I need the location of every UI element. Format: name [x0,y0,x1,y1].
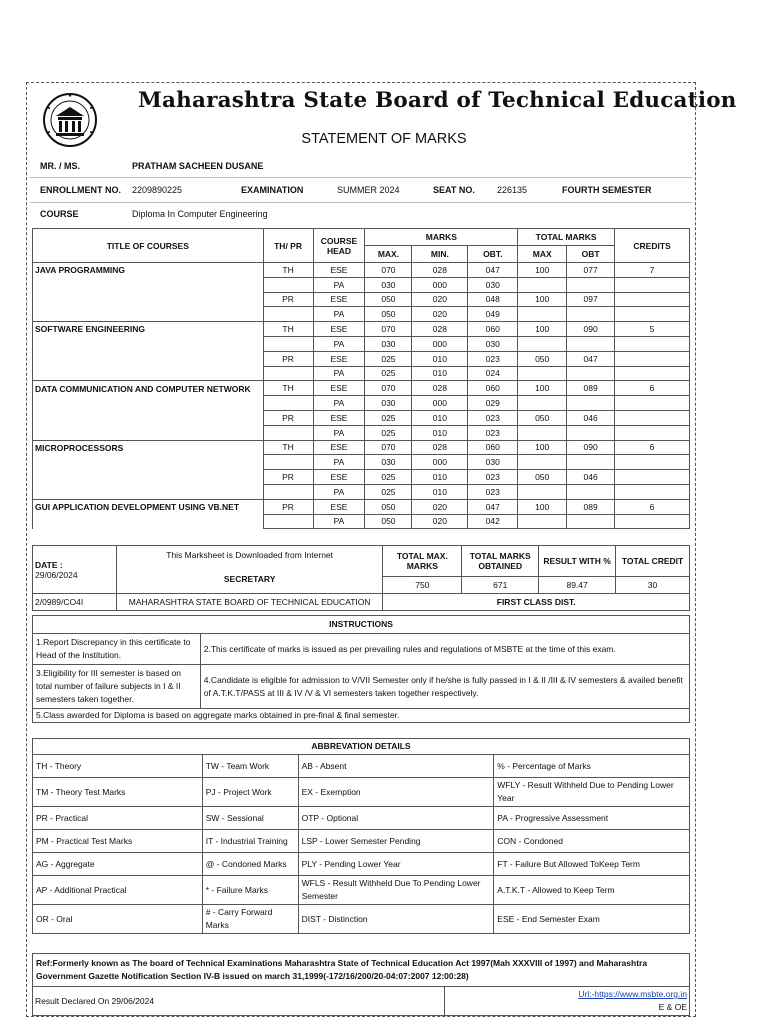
cell-thpr: TH [263,263,313,278]
cell-head: PA [313,514,365,529]
instruction-1: 1.Report Discrepancy in this certificate to Head of the Institution. [33,634,201,665]
cell-course [33,514,264,529]
abbreviation-cell: AG - Aggregate [33,853,203,876]
abbreviation-row [33,853,690,876]
cell-thpr: PR [263,292,313,307]
secretary-label: SECRETARY [223,574,276,584]
cell-min: 020 [412,514,468,529]
instructions-table [32,615,690,723]
cell-tmax [518,277,567,292]
header-course-head: COURSE HEAD [313,229,365,263]
abbreviation-cell: # - Carry Forward Marks [202,905,298,934]
cell-max: 025 [365,366,412,381]
student-name: PRATHAM SACHEEN DUSANE [132,161,264,171]
cell-obt: 048 [468,292,518,307]
footer-table [32,953,690,1016]
abbreviation-cell: CON - Condoned [494,830,690,853]
cell-credits: 7 [615,263,690,278]
cell-tobt [567,425,615,440]
cell-obt: 060 [468,322,518,337]
total-max-label: TOTAL MAX. MARKS [383,546,462,577]
cell-tmax: 100 [518,322,567,337]
cell-obt: 024 [468,366,518,381]
abbreviation-cell: WFLS - Result Withheld Due To Pending Lower Semester [298,876,494,905]
cell-max: 070 [365,381,412,396]
board-title: Maharashtra State Board of Technical Education [138,88,737,113]
cell-obt: 049 [468,307,518,322]
cell-thpr [263,455,313,470]
cell-tobt [567,484,615,499]
abbreviation-cell: % - Percentage of Marks [494,755,690,778]
cell-course [33,336,264,351]
cell-credits [615,351,690,366]
cell-min: 020 [412,499,468,514]
cell-min: 010 [412,410,468,425]
cell-credits [615,307,690,322]
header-min: MIN. [412,246,468,263]
cell-obt: 023 [468,410,518,425]
summary-table [32,545,690,611]
abbreviation-cell: FT - Failure But Allowed ToKeep Term [494,853,690,876]
abbreviation-cell: TM - Theory Test Marks [33,778,203,807]
document-title: STATEMENT OF MARKS [301,131,467,147]
table-row [33,440,690,455]
cell-thpr [263,396,313,411]
cell-credits: 6 [615,499,690,514]
examination-value: SUMMER 2024 [337,185,400,195]
cell-min: 010 [412,366,468,381]
total-obt-label: TOTAL MARKS OBTAINED [462,546,539,577]
cell-tmax: 050 [518,410,567,425]
abbreviation-cell: TW - Team Work [202,755,298,778]
abbreviation-cell: PR - Practical [33,807,203,830]
cell-course [33,425,264,440]
cell-tobt [567,336,615,351]
cell-max: 050 [365,499,412,514]
date-value: 29/06/2024 [35,569,78,580]
cell-obt: 047 [468,499,518,514]
instruction-4: 4.Candidate is eligible for admission to V/VII Semester only if he/she is fully passed in I & II /III & IV semesters & availed benefit of A.T.K.T/PASS at III & IV /V & VI semesters taken together respectively. [200,665,689,709]
abbreviation-row [33,755,690,778]
cell-max: 025 [365,351,412,366]
cell-course [33,410,264,425]
course-name: Diploma In Computer Engineering [132,209,268,219]
cell-tmax: 100 [518,263,567,278]
cell-tmax [518,484,567,499]
course-label: COURSE [40,209,79,219]
cell-thpr [263,514,313,529]
cell-max: 030 [365,455,412,470]
cell-max: 025 [365,484,412,499]
cell-max: 070 [365,263,412,278]
cell-tobt [567,396,615,411]
cell-thpr: TH [263,381,313,396]
abbreviation-row [33,876,690,905]
cell-obt: 029 [468,396,518,411]
date-label: DATE : [35,559,63,570]
cell-credits [615,410,690,425]
cell-course [33,455,264,470]
result-label: RESULT WITH % [539,546,616,577]
cell-credits [615,277,690,292]
cell-min: 020 [412,292,468,307]
cell-head: ESE [313,351,365,366]
cell-credits [615,484,690,499]
cell-credits [615,425,690,440]
header-obt: OBT. [468,246,518,263]
cell-thpr [263,277,313,292]
cell-tobt [567,514,615,529]
cell-head: PA [313,336,365,351]
cell-tmax: 050 [518,470,567,485]
instruction-5: 5.Class awarded for Diploma is based on aggregate marks obtained in pre-final & final semester. [33,709,690,723]
cell-tobt: 097 [567,292,615,307]
abbreviation-cell: OTP - Optional [298,807,494,830]
cell-credits [615,292,690,307]
abbreviation-cell: EX - Exemption [298,778,494,807]
cell-min: 010 [412,351,468,366]
abbreviation-cell: DIST - Distinction [298,905,494,934]
cell-obt: 030 [468,336,518,351]
cell-thpr [263,425,313,440]
cell-max: 070 [365,322,412,337]
abbreviation-cell: AP - Additional Practical [33,876,203,905]
cell-obt: 030 [468,277,518,292]
cell-tobt [567,366,615,381]
cell-course: DATA COMMUNICATION AND COMPUTER NETWORK [33,381,264,396]
cell-thpr [263,307,313,322]
msbte-link[interactable]: Url:-https://www.msbte.org.in [578,989,687,999]
abbreviation-cell: AB - Absent [298,755,494,778]
abbreviation-row [33,778,690,807]
percent-value: 89.47 [539,577,616,594]
cell-tmax [518,514,567,529]
cell-head: ESE [313,292,365,307]
abbreviation-cell: LSP - Lower Semester Pending [298,830,494,853]
cell-course [33,396,264,411]
abbreviation-cell: IT - Industrial Training [202,830,298,853]
cell-max: 025 [365,410,412,425]
cell-max: 025 [365,470,412,485]
cell-course: JAVA PROGRAMMING [33,263,264,278]
seat-label: SEAT NO. [433,185,475,195]
table-row [33,263,690,278]
abbreviation-cell: OR - Oral [33,905,203,934]
cell-max: 030 [365,277,412,292]
cell-course: MICROPROCESSORS [33,440,264,455]
cell-course [33,307,264,322]
table-row [33,470,690,485]
cell-tmax: 100 [518,499,567,514]
cell-min: 000 [412,336,468,351]
abbreviation-cell: SW - Sessional [202,807,298,830]
cell-tobt: 046 [567,470,615,485]
cell-tobt: 047 [567,351,615,366]
table-row [33,292,690,307]
cell-tmax [518,307,567,322]
cell-head: ESE [313,381,365,396]
cell-head: PA [313,307,365,322]
cell-tmax [518,396,567,411]
cell-head: PA [313,366,365,381]
cell-thpr: PR [263,351,313,366]
cell-max: 070 [365,440,412,455]
cell-tobt: 090 [567,440,615,455]
cell-obt: 023 [468,425,518,440]
cell-tobt [567,277,615,292]
enrollment-label: ENROLLMENT NO. [40,185,121,195]
header-max: MAX. [365,246,412,263]
cell-min: 010 [412,470,468,485]
cell-min: 000 [412,396,468,411]
cell-max: 050 [365,292,412,307]
cell-tmax: 100 [518,292,567,307]
cell-head: ESE [313,263,365,278]
cell-min: 020 [412,307,468,322]
cell-head: PA [313,425,365,440]
abbreviation-row [33,807,690,830]
total-obt-value: 671 [462,577,539,594]
cell-thpr: PR [263,470,313,485]
cell-tmax [518,336,567,351]
table-row [33,514,690,529]
table-row [33,396,690,411]
abbreviation-cell: @ - Condoned Marks [202,853,298,876]
abbreviation-cell: PA - Progressive Assessment [494,807,690,830]
cell-head: ESE [313,499,365,514]
table-row [33,351,690,366]
cell-tobt: 090 [567,322,615,337]
cell-course [33,366,264,381]
cell-min: 028 [412,381,468,396]
table-row [33,484,690,499]
cell-thpr [263,336,313,351]
cell-course [33,484,264,499]
table-row [33,381,690,396]
cell-min: 010 [412,484,468,499]
cell-max: 030 [365,336,412,351]
cell-head: PA [313,277,365,292]
abbreviation-cell: A.T.K.T - Allowed to Keep Term [494,876,690,905]
header-title: TITLE OF COURSES [33,229,264,263]
abbreviation-cell: ESE - End Semester Exam [494,905,690,934]
examination-label: EXAMINATION [241,185,304,195]
instructions-heading: INSTRUCTIONS [33,616,690,634]
cell-tobt: 046 [567,410,615,425]
enrollment-number: 2209890225 [132,185,183,195]
cell-obt: 060 [468,440,518,455]
cell-obt: 060 [468,381,518,396]
abbreviation-cell: * - Failure Marks [202,876,298,905]
header-marks: MARKS [365,229,518,246]
cell-tmax [518,455,567,470]
cell-course: GUI APPLICATION DEVELOPMENT USING VB.NET [33,499,264,514]
header-total-marks: TOTAL MARKS [518,229,615,246]
cell-tobt [567,455,615,470]
cell-thpr [263,366,313,381]
cell-max: 025 [365,425,412,440]
name-label: MR. / MS. [40,161,80,171]
cell-tmax: 100 [518,381,567,396]
table-row [33,277,690,292]
board-full-name: MAHARASHTRA STATE BOARD OF TECHNICAL EDUCATION [116,594,382,611]
abbreviation-cell: PJ - Project Work [202,778,298,807]
errors-omissions: E & OE [658,1002,687,1012]
total-credit-label: TOTAL CREDIT [616,546,690,577]
cell-obt: 047 [468,263,518,278]
cell-thpr [263,484,313,499]
cell-credits [615,366,690,381]
cell-min: 028 [412,322,468,337]
cell-tobt: 089 [567,381,615,396]
cell-credits: 6 [615,440,690,455]
abbreviation-cell: PLY - Pending Lower Year [298,853,494,876]
cell-tmax [518,366,567,381]
cell-head: PA [313,484,365,499]
semester: FOURTH SEMESTER [562,185,652,195]
cell-tmax [518,425,567,440]
reference-code: 2/0989/CO4I [33,594,117,611]
cell-obt: 042 [468,514,518,529]
divider [30,202,692,203]
cell-course [33,277,264,292]
abbreviation-cell: WFLY - Result Withheld Due to Pending Lower Year [494,778,690,807]
cell-head: ESE [313,470,365,485]
cell-tobt: 089 [567,499,615,514]
total-max-value: 750 [383,577,462,594]
header-total-max: MAX [518,246,567,263]
reference-note: Ref:Formerly known as The board of Technical Examinations Maharashtra State of Technical Education Act 1997(Mah XXXVIII of 1997) and Maharashtra Government Gazette Notification Section IV-B issued on march 31,1999(-172/16/200/20-04:07:2007 12:00:28) [33,954,690,987]
instruction-3: 3.Eligibility for III semester is based on total number of failure subjects in I & II semesters taken together. [33,665,201,709]
abbreviation-heading: ABBREVATION DETAILS [33,739,690,755]
total-credit-value: 30 [616,577,690,594]
abbreviation-cell: PM - Practical Test Marks [33,830,203,853]
table-row [33,307,690,322]
cell-credits [615,514,690,529]
header-total-obt: OBT [567,246,615,263]
cell-credits: 5 [615,322,690,337]
cell-credits: 6 [615,381,690,396]
cell-obt: 023 [468,484,518,499]
result-declared: Result Declared On 29/06/2024 [33,987,445,1016]
cell-max: 050 [365,307,412,322]
cell-tmax: 050 [518,351,567,366]
cell-head: ESE [313,440,365,455]
cell-tobt [567,307,615,322]
cell-thpr: PR [263,410,313,425]
instruction-2: 2.This certificate of marks is issued as per prevailing rules and regulations of MSBTE at the time of this exam. [200,634,689,665]
header-thpr: TH/ PR [263,229,313,263]
cell-head: ESE [313,410,365,425]
cell-thpr: TH [263,440,313,455]
abbreviation-row [33,905,690,934]
cell-course [33,351,264,366]
cell-course [33,292,264,307]
table-row [33,425,690,440]
abbreviation-cell: TH - Theory [33,755,203,778]
cell-tmax: 100 [518,440,567,455]
table-row [33,322,690,337]
table-row [33,499,690,514]
cell-course: SOFTWARE ENGINEERING [33,322,264,337]
cell-min: 028 [412,440,468,455]
header-credits: CREDITS [615,229,690,263]
cell-credits [615,470,690,485]
cell-thpr: TH [263,322,313,337]
seat-number: 226135 [497,185,528,195]
cell-min: 000 [412,455,468,470]
cell-min: 028 [412,263,468,278]
marks-table [32,228,690,529]
table-row [33,366,690,381]
cell-min: 000 [412,277,468,292]
table-row [33,410,690,425]
download-note: This Marksheet is Downloaded from Internet [166,550,334,560]
cell-max: 030 [365,396,412,411]
cell-head: PA [313,455,365,470]
cell-min: 010 [412,425,468,440]
cell-credits [615,336,690,351]
abbreviation-row [33,830,690,853]
abbreviation-table [32,738,690,934]
table-row [33,455,690,470]
cell-head: ESE [313,322,365,337]
cell-credits [615,455,690,470]
result-class: FIRST CLASS DIST. [383,594,690,611]
cell-credits [615,396,690,411]
cell-head: PA [313,396,365,411]
cell-max: 050 [365,514,412,529]
cell-tobt: 077 [567,263,615,278]
cell-course [33,470,264,485]
divider [30,177,692,178]
cell-thpr: PR [263,499,313,514]
table-row [33,336,690,351]
cell-obt: 023 [468,351,518,366]
cell-obt: 023 [468,470,518,485]
cell-obt: 030 [468,455,518,470]
